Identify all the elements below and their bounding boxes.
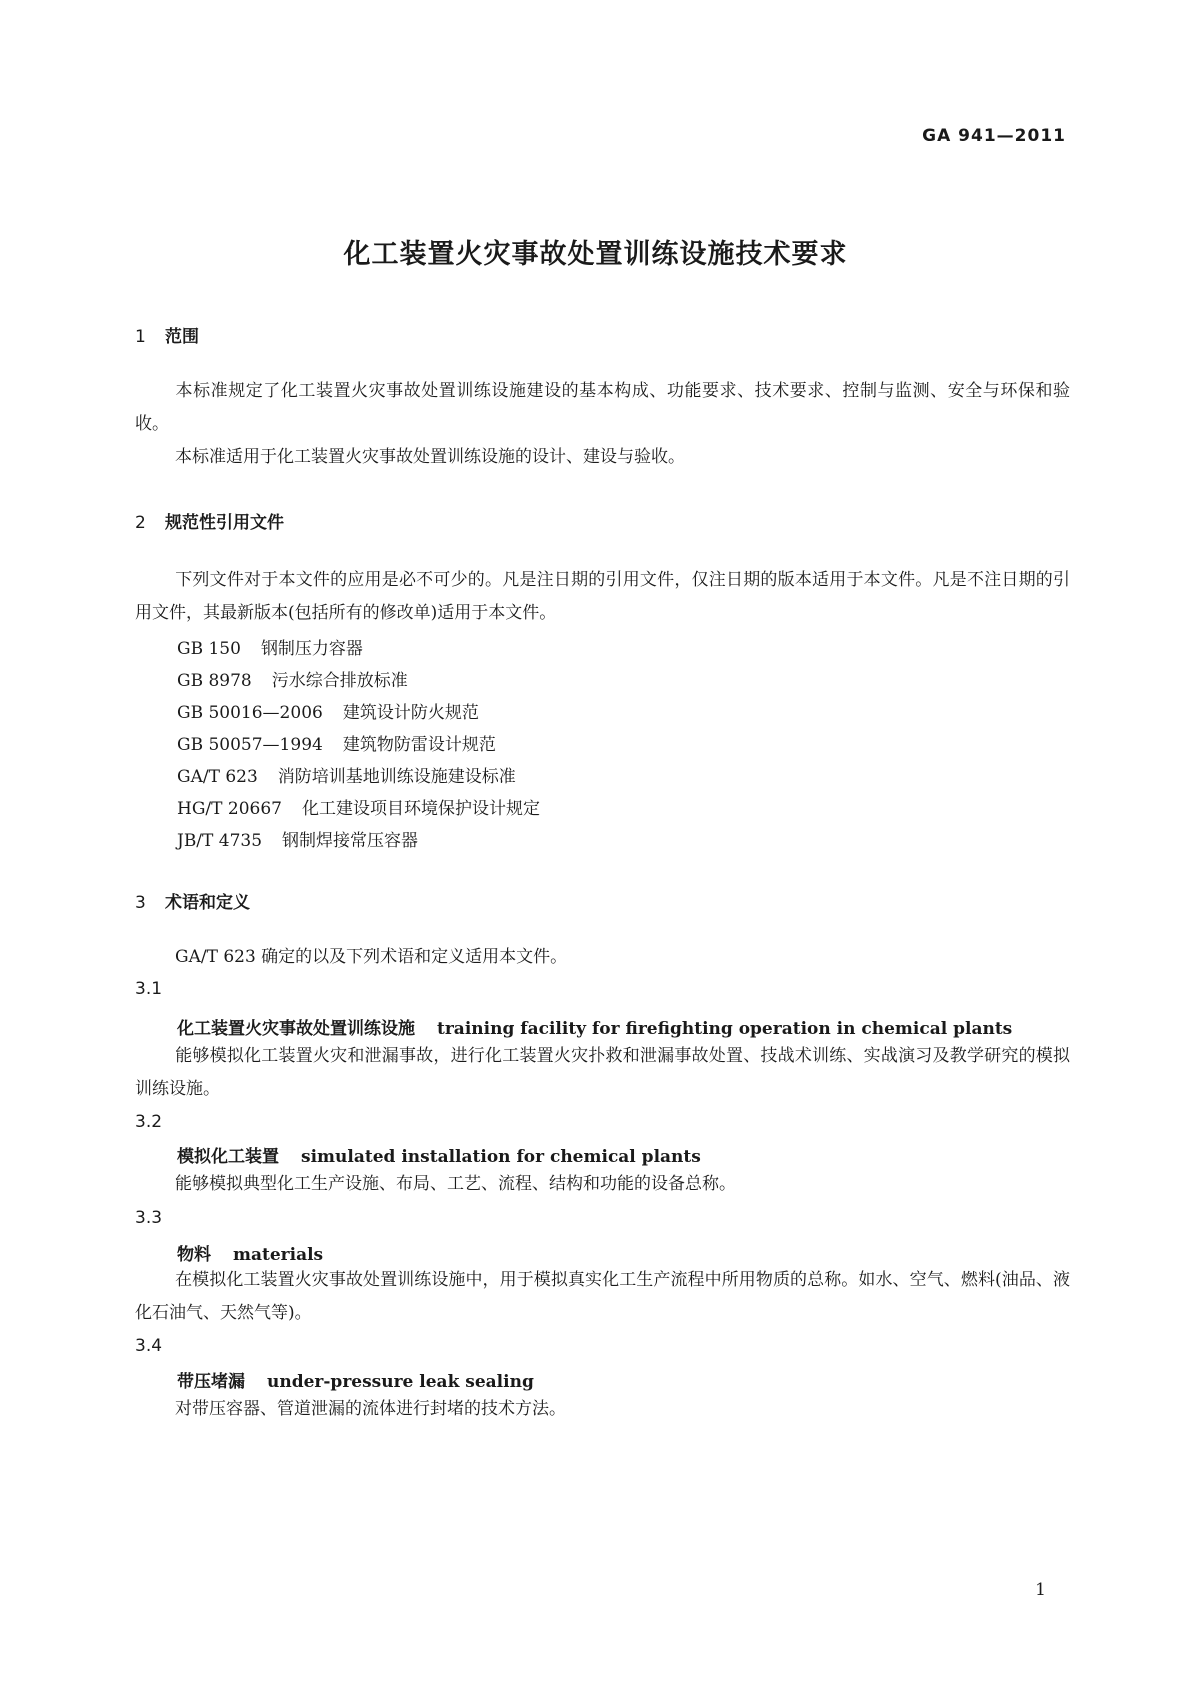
section-title: 术语和定义: [165, 893, 250, 913]
term-definition: [135, 1393, 1070, 1426]
reference-code: JB/T 4735: [177, 831, 263, 851]
paragraph-text: 下列文件对于本文件的应用是必不可少的。凡是注日期的引用文件，仅注日期的版本适用于本文件。凡是不注日期的引用文件，其最新版本(包括所有的修改单)适用于本文件。: [135, 570, 1070, 623]
paragraph-text: 本标准适用于化工装置火灾事故处置训练设施的设计、建设与验收。: [175, 447, 685, 467]
reference-code: GB 150: [177, 639, 241, 659]
scope-paragraph-2: [135, 441, 1070, 474]
term-zh: 化工装置火灾事故处置训练设施: [177, 1019, 415, 1039]
term-heading: [177, 1014, 1012, 1039]
term-definition: [135, 1168, 1070, 1201]
section-number: 2: [135, 513, 146, 533]
section-title: 范围: [165, 327, 199, 347]
normative-references-intro: [135, 564, 1070, 630]
reference-title: 消防培训基地训练设施建设标准: [277, 767, 516, 787]
term-definition: [135, 1264, 1070, 1330]
paragraph-text: 能够模拟化工装置火灾和泄漏事故，进行化工装置火灾扑救和泄漏事故处置、技战术训练、实战演习及教学研究的模拟训练设施。: [135, 1046, 1070, 1099]
term-number: 3.1: [135, 979, 163, 999]
reference-code: GB 8978: [177, 671, 252, 691]
section-number: 3: [135, 893, 146, 913]
paragraph-text: 本标准规定了化工装置火灾事故处置训练设施建设的基本构成、功能要求、技术要求、控制与监测、安全与环保和验收。: [135, 381, 1070, 434]
reference-item: [177, 762, 516, 787]
term-heading: [177, 1367, 534, 1392]
reference-title: 钢制焊接常压容器: [282, 831, 419, 851]
reference-code: GA/T 623: [177, 767, 258, 787]
reference-title: 化工建设项目环境保护设计规定: [301, 799, 540, 819]
reference-title: 钢制压力容器: [260, 639, 363, 659]
term-number: 3.3: [135, 1208, 163, 1228]
section-2-heading: [135, 508, 284, 533]
reference-code: GB 50016—2006: [177, 703, 323, 723]
reference-code: HG/T 20667: [177, 799, 282, 819]
page-number: 1: [1035, 1580, 1046, 1600]
section-3-heading: [135, 888, 250, 913]
term-zh: 物料: [177, 1245, 211, 1265]
scope-paragraph-1: [135, 375, 1070, 441]
term-number: 3.2: [135, 1112, 163, 1132]
term-en: under-pressure leak sealing: [267, 1372, 534, 1392]
term-number: 3.4: [135, 1336, 163, 1356]
term-definition: [135, 1040, 1070, 1106]
standard-number: GA 941—2011: [922, 126, 1066, 146]
term-zh: 带压堵漏: [177, 1372, 245, 1392]
paragraph-text: 在模拟化工装置火灾事故处置训练设施中，用于模拟真实化工生产流程中所用物质的总称。如水、空气、燃料(油品、液化石油气、天然气等)。: [135, 1270, 1070, 1323]
reference-item: [177, 794, 540, 819]
term-en: materials: [233, 1245, 324, 1265]
reference-item: [177, 634, 363, 659]
reference-item: [177, 826, 418, 851]
paragraph-text: 能够模拟典型化工生产设施、布局、工艺、流程、结构和功能的设备总称。: [175, 1174, 736, 1194]
reference-title: 建筑物防雷设计规范: [342, 735, 496, 755]
term-heading: [177, 1142, 701, 1167]
reference-item: [177, 698, 479, 723]
reference-code: GB 50057—1994: [177, 735, 323, 755]
reference-title: 污水综合排放标准: [271, 671, 408, 691]
term-zh: 模拟化工装置: [177, 1147, 279, 1167]
term-en: simulated installation for chemical plants: [301, 1147, 701, 1167]
document-title: 化工装置火灾事故处置训练设施技术要求: [343, 239, 848, 270]
reference-item: [177, 730, 496, 755]
section-title: 规范性引用文件: [165, 513, 284, 533]
section-number: 1: [135, 327, 146, 347]
terms-intro: [135, 941, 1070, 974]
paragraph-text: GA/T 623 确定的以及下列术语和定义适用本文件。: [175, 947, 568, 967]
reference-title: 建筑设计防火规范: [342, 703, 479, 723]
term-heading: [177, 1240, 323, 1265]
paragraph-text: 对带压容器、管道泄漏的流体进行封堵的技术方法。: [175, 1399, 566, 1419]
reference-item: [177, 666, 408, 691]
term-en: training facility for firefighting operation in chemical plants: [437, 1019, 1013, 1039]
section-1-heading: [135, 322, 199, 347]
